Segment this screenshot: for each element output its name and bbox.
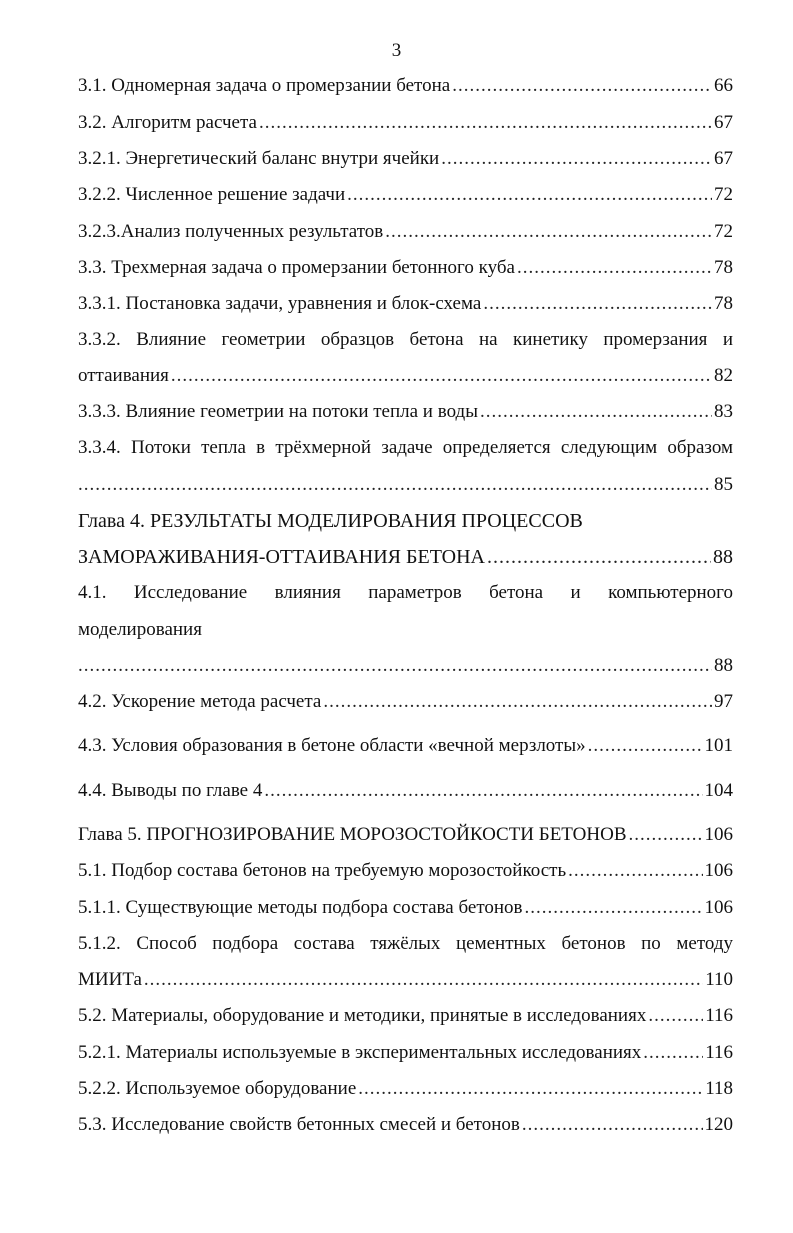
dot-leader xyxy=(487,544,711,570)
chapter-heading: Глава 4. РЕЗУЛЬТАТЫ МОДЕЛИРОВАНИЯ ПРОЦЕССОВ xyxy=(78,510,583,532)
toc-entry-title: оттаивания xyxy=(78,365,169,386)
dot-leader xyxy=(452,73,712,99)
dot-leader xyxy=(347,182,712,208)
toc-entry xyxy=(78,1040,733,1066)
toc-entry xyxy=(78,146,733,172)
toc-entry-page: 82 xyxy=(714,365,733,386)
toc-entry-title: 5.1. Подбор состава бетонов на требуемую морозостойкость xyxy=(78,860,567,881)
dot-leader xyxy=(568,858,702,884)
toc-entry-title: 5.2.1. Материалы используемые в экспериментальных исследованиях xyxy=(78,1042,642,1063)
toc-entry-title: 3.2.3.Анализ полученных результатов xyxy=(78,221,384,242)
toc-entry-page: 85 xyxy=(714,474,733,495)
toc-entry-title: 5.3. Исследование свойств бетонных смесей и бетонов xyxy=(78,1114,520,1135)
toc-entry-title: 5.1.1. Существующие методы подбора состава бетонов xyxy=(78,897,523,918)
toc-entry xyxy=(78,363,733,389)
dot-leader xyxy=(588,733,703,759)
toc-entry xyxy=(78,1112,733,1138)
toc-entry-title-line1: 4.1. Исследование влияния параметров бетона и компьютерного xyxy=(78,582,733,603)
toc-entry xyxy=(78,73,733,99)
toc-entry-page: 106 xyxy=(704,897,733,918)
toc-entry xyxy=(78,544,733,570)
dot-leader xyxy=(648,1003,703,1029)
toc-entry-page: 67 xyxy=(714,112,733,133)
dot-leader xyxy=(144,967,703,993)
toc-entry xyxy=(78,1003,733,1029)
dot-leader xyxy=(323,689,712,715)
toc-entry-title: 3.3.1. Постановка задачи, уравнения и блок-схема xyxy=(78,293,482,314)
toc-entry xyxy=(78,219,733,245)
toc-entry-page: 78 xyxy=(714,293,733,314)
toc-entry-title-line2: моделирования xyxy=(78,619,202,640)
toc-entry-title: 4.3. Условия образования в бетоне области «вечной мерзлоты» xyxy=(78,735,586,756)
toc-entry xyxy=(78,895,733,921)
toc-entry-page: 67 xyxy=(714,148,733,169)
toc-entry-title: 3.2.1. Энергетический баланс внутри ячейки xyxy=(78,148,440,169)
dot-leader xyxy=(264,778,702,804)
toc-entry-title-line1: 3.3.4. Потоки тепла в трёхмерной задаче определяется следующим образом xyxy=(78,437,733,458)
dot-leader xyxy=(517,255,712,281)
dot-leader xyxy=(522,1112,703,1138)
toc-entry xyxy=(78,822,733,848)
toc-entry-page: 66 xyxy=(714,75,733,96)
toc-entry-title-line1: 5.1.2. Способ подбора состава тяжёлых цементных бетонов по методу xyxy=(78,933,733,954)
page-number: 3 xyxy=(391,40,402,61)
dot-leader xyxy=(629,822,703,848)
dot-leader xyxy=(643,1040,703,1066)
toc-entry-title: 5.2.2. Используемое оборудование xyxy=(78,1078,357,1099)
toc-entry-title: 3.2.2. Численное решение задачи xyxy=(78,184,346,205)
toc-entry-page: 118 xyxy=(705,1078,733,1099)
dot-leader xyxy=(78,472,712,498)
dot-leader xyxy=(78,653,712,679)
toc-entry-page: 104 xyxy=(704,780,733,801)
dot-leader xyxy=(483,291,712,317)
toc-entry xyxy=(78,291,733,317)
toc-entry xyxy=(78,858,733,884)
toc-entry-page: 72 xyxy=(714,184,733,205)
toc-entry-page: 106 xyxy=(704,860,733,881)
toc-entry xyxy=(78,733,733,759)
toc-entry xyxy=(78,399,733,425)
toc-entry-title: 4.2. Ускорение метода расчета xyxy=(78,691,322,712)
toc-entry-title: ЗАМОРАЖИВАНИЯ-ОТТАИВАНИЯ БЕТОНА xyxy=(78,546,485,568)
toc-entry-page: 120 xyxy=(704,1114,733,1135)
dot-leader xyxy=(525,895,703,921)
toc-entry xyxy=(78,255,733,281)
toc-entry xyxy=(78,778,733,804)
dot-leader xyxy=(358,1076,703,1102)
toc-entry-page: 116 xyxy=(705,1042,733,1063)
toc-entry xyxy=(78,1076,733,1102)
toc-entry-title: 3.2. Алгоритм расчета xyxy=(78,112,257,133)
toc-entry xyxy=(78,472,733,498)
toc-entry-page: 88 xyxy=(713,546,733,568)
toc-entry-title-line1: 3.3.2. Влияние геометрии образцов бетона на кинетику промерзания и xyxy=(78,329,733,350)
toc-entry-page: 97 xyxy=(714,691,733,712)
toc-entry-title: Глава 5. ПРОГНОЗИРОВАНИЕ МОРОЗОСТОЙКОСТИ БЕТОНОВ xyxy=(78,824,627,845)
toc-entry xyxy=(78,689,733,715)
toc-entry-page: 72 xyxy=(714,221,733,242)
toc-entry-page: 116 xyxy=(705,1005,733,1026)
toc-entry-title: 3.3. Трехмерная задача о промерзании бетонного куба xyxy=(78,257,515,278)
toc-entry-title: 5.2. Материалы, оборудование и методики, принятые в исследованиях xyxy=(78,1005,647,1026)
toc-entry xyxy=(78,110,733,136)
dot-leader xyxy=(259,110,712,136)
dot-leader xyxy=(385,219,712,245)
dot-leader xyxy=(480,399,712,425)
toc-entry-page: 78 xyxy=(714,257,733,278)
toc-entry-page: 83 xyxy=(714,401,733,422)
dot-leader xyxy=(171,363,712,389)
toc-entry-page: 88 xyxy=(714,655,733,676)
toc-entry-title: 4.4. Выводы по главе 4 xyxy=(78,780,263,801)
toc-entry-title: 3.1. Одномерная задача о промерзании бетона xyxy=(78,75,451,96)
toc-entry-page: 101 xyxy=(704,735,733,756)
toc-entry-page: 110 xyxy=(705,969,733,990)
toc-entry-title: МИИТа xyxy=(78,969,142,990)
toc-entry xyxy=(78,967,733,993)
toc-entry-title: 3.3.3. Влияние геометрии на потоки тепла и воды xyxy=(78,401,478,422)
toc-entry xyxy=(78,653,733,679)
toc-entry xyxy=(78,182,733,208)
toc-entry-page: 106 xyxy=(704,824,733,845)
dot-leader xyxy=(441,146,712,172)
